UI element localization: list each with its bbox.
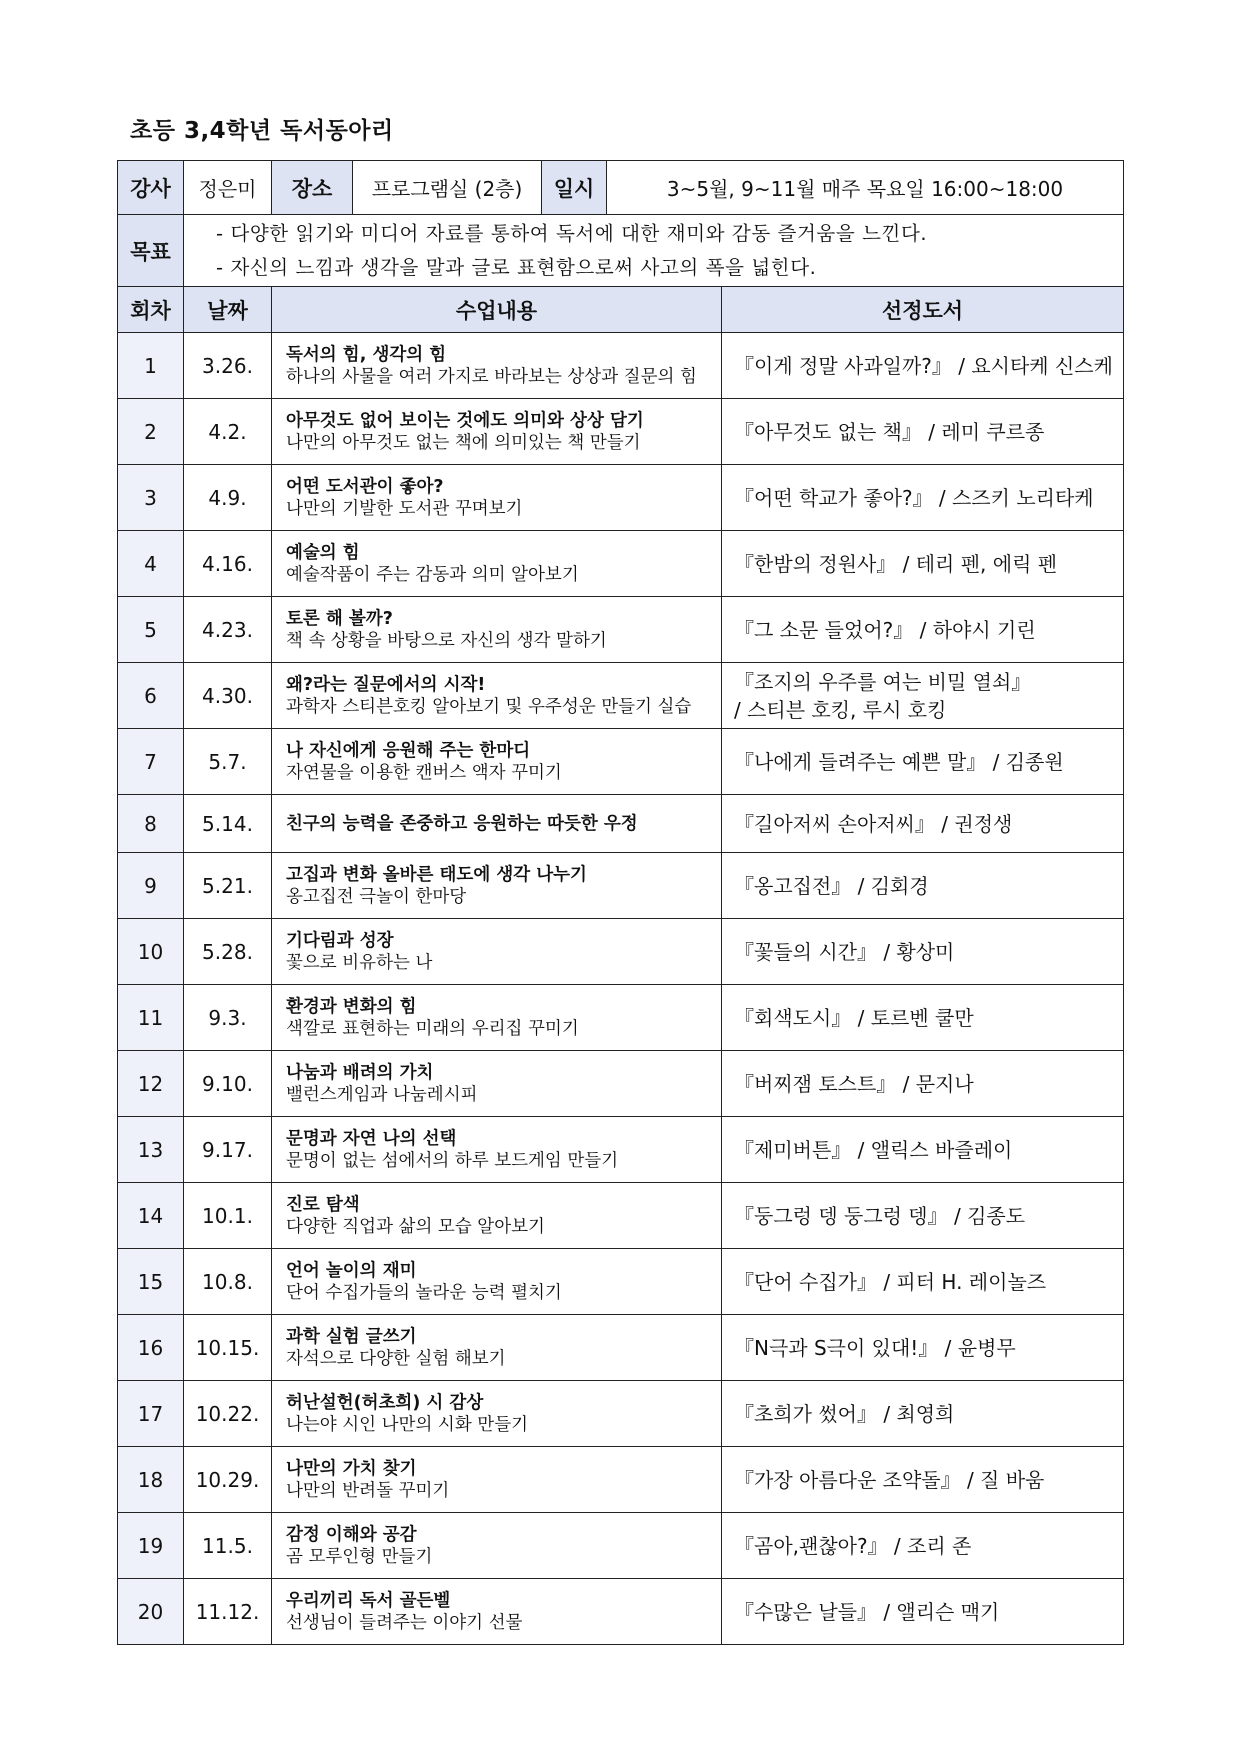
- lesson-activity: 나만의 아무것도 없는 책에 의미있는 책 만들기: [286, 432, 641, 453]
- book-title: 『옹고집전』 / 김회경: [734, 873, 929, 898]
- session-number: 18: [118, 1447, 184, 1513]
- lesson-content: [272, 531, 722, 597]
- table-row: [118, 1447, 1124, 1513]
- lesson-content: [272, 985, 722, 1051]
- selected-book: [722, 333, 1124, 399]
- lesson-title: 감정 이해와 공감: [286, 1524, 417, 1545]
- selected-book: [722, 531, 1124, 597]
- book-title: 『조지의 우주를 여는 비밀 열쇠』: [734, 669, 1032, 694]
- lesson-title: 친구의 능력을 존중하고 응원하는 따듯한 우정: [286, 813, 638, 834]
- session-number: 10: [118, 919, 184, 985]
- place-value: 프로그램실 (2층): [353, 161, 542, 214]
- selected-book: [722, 1051, 1124, 1117]
- lesson-content: [272, 333, 722, 399]
- session-date: 11.12.: [184, 1579, 272, 1645]
- session-date: 10.22.: [184, 1381, 272, 1447]
- session-date: 9.17.: [184, 1117, 272, 1183]
- column-header-session: 회차: [118, 287, 184, 333]
- book-title: 『N극과 S극이 있대!』 / 윤병무: [734, 1335, 1016, 1360]
- lesson-activity: 곰 모루인형 만들기: [286, 1546, 433, 1567]
- lesson-title: 나 자신에게 응원해 주는 한마디: [286, 740, 531, 761]
- selected-book: [722, 795, 1124, 853]
- session-number: 14: [118, 1183, 184, 1249]
- lesson-activity: 예술작품이 주는 감동과 의미 알아보기: [286, 564, 579, 585]
- lesson-title: 어떤 도서관이 좋아?: [286, 476, 444, 497]
- lesson-activity: 나는야 시인 나만의 시화 만들기: [286, 1414, 529, 1435]
- lesson-title: 토론 해 볼까?: [286, 608, 393, 629]
- session-number: 3: [118, 465, 184, 531]
- session-date: 4.9.: [184, 465, 272, 531]
- lesson-title: 왜?라는 질문에서의 시작!: [286, 674, 486, 695]
- book-title: 『나에게 들려주는 예쁜 말』 / 김종원: [734, 749, 1064, 774]
- lesson-title: 예술의 힘: [286, 542, 360, 563]
- schedule-label: 일시: [542, 161, 607, 214]
- info-wide-cell: [272, 161, 1124, 215]
- goal-item: - 자신의 느낌과 생각을 말과 글로 표현함으로써 사고의 폭을 넓힌다.: [216, 251, 1123, 285]
- table-row: [118, 399, 1124, 465]
- lesson-title: 독서의 힘, 생각의 힘: [286, 344, 447, 365]
- session-number: 17: [118, 1381, 184, 1447]
- session-date: 3.26.: [184, 333, 272, 399]
- selected-book: [722, 1183, 1124, 1249]
- table-row: [118, 531, 1124, 597]
- column-header-date: 날짜: [184, 287, 272, 333]
- book-title: 『곰아,괜찮아?』 / 조리 존: [734, 1533, 972, 1558]
- selected-book: [722, 1513, 1124, 1579]
- session-number: 16: [118, 1315, 184, 1381]
- book-title: 『초희가 썼어』 / 최영희: [734, 1401, 955, 1426]
- lesson-activity: 옹고집전 극놀이 한마당: [286, 886, 467, 907]
- lesson-activity: 꽃으로 비유하는 나: [286, 952, 433, 973]
- table-row: [118, 1513, 1124, 1579]
- session-date: 4.2.: [184, 399, 272, 465]
- table-row: [118, 795, 1124, 853]
- session-date: 9.3.: [184, 985, 272, 1051]
- session-date: 10.1.: [184, 1183, 272, 1249]
- lesson-content: [272, 1051, 722, 1117]
- session-number: 15: [118, 1249, 184, 1315]
- book-title: 『그 소문 들었어?』 / 하야시 기린: [734, 617, 1036, 642]
- lesson-activity: 선생님이 들려주는 이야기 선물: [286, 1612, 523, 1633]
- session-date: 9.10.: [184, 1051, 272, 1117]
- session-number: 5: [118, 597, 184, 663]
- lesson-content: [272, 663, 722, 729]
- book-title: 『길아저씨 손아저씨』 / 권정생: [734, 811, 1013, 836]
- lesson-content: [272, 1381, 722, 1447]
- lesson-activity: 하나의 사물을 여러 가지로 바라보는 상상과 질문의 힘: [286, 366, 697, 387]
- session-date: 5.7.: [184, 729, 272, 795]
- session-number: 2: [118, 399, 184, 465]
- selected-book: [722, 919, 1124, 985]
- session-date: 11.5.: [184, 1513, 272, 1579]
- lesson-title: 언어 놀이의 재미: [286, 1260, 417, 1281]
- session-number: 9: [118, 853, 184, 919]
- lesson-activity: 나만의 반려돌 꾸미기: [286, 1480, 450, 1501]
- session-date: 10.15.: [184, 1315, 272, 1381]
- lesson-title: 아무것도 없어 보이는 것에도 의미와 상상 담기: [286, 410, 644, 431]
- lesson-activity: 색깔로 표현하는 미래의 우리집 꾸미기: [286, 1018, 579, 1039]
- selected-book: [722, 729, 1124, 795]
- lesson-activity: 다양한 직업과 삶의 모습 알아보기: [286, 1216, 545, 1237]
- lesson-activity: 나만의 기발한 도서관 꾸며보기: [286, 498, 523, 519]
- lesson-title: 기다림과 성장: [286, 930, 394, 951]
- lesson-content: [272, 597, 722, 663]
- lesson-content: [272, 1249, 722, 1315]
- lesson-title: 문명과 자연 나의 선택: [286, 1128, 457, 1149]
- schedule-table: [117, 160, 1124, 1645]
- table-row: [118, 985, 1124, 1051]
- session-number: 4: [118, 531, 184, 597]
- table-row: [118, 919, 1124, 985]
- instructor-label: 강사: [118, 161, 184, 215]
- column-header-row: [118, 287, 1124, 333]
- session-date: 5.28.: [184, 919, 272, 985]
- session-number: 11: [118, 985, 184, 1051]
- lesson-activity: 문명이 없는 섬에서의 하루 보드게임 만들기: [286, 1150, 619, 1171]
- lesson-title: 환경과 변화의 힘: [286, 996, 417, 1017]
- book-title: 『어떤 학교가 좋아?』 / 스즈키 노리타케: [734, 485, 1094, 510]
- selected-book: [722, 985, 1124, 1051]
- table-row: [118, 1579, 1124, 1645]
- session-number: 19: [118, 1513, 184, 1579]
- book-title: 『둥그렁 뎅 둥그렁 뎅』 / 김종도: [734, 1203, 1026, 1228]
- goal-item: - 다양한 읽기와 미디어 자료를 통하여 독서에 대한 재미와 감동 즐거움을 느낀다.: [216, 217, 1123, 251]
- selected-book: [722, 853, 1124, 919]
- goal-label: 목표: [118, 215, 184, 287]
- session-number: 20: [118, 1579, 184, 1645]
- lesson-title: 나눔과 배려의 가치: [286, 1062, 434, 1083]
- session-number: 1: [118, 333, 184, 399]
- lesson-content: [272, 729, 722, 795]
- book-title: 『회색도시』 / 토르벤 쿨만: [734, 1005, 974, 1030]
- table-row: [118, 333, 1124, 399]
- session-number: 8: [118, 795, 184, 853]
- lesson-content: [272, 795, 722, 853]
- selected-book: [722, 1117, 1124, 1183]
- session-date: 4.16.: [184, 531, 272, 597]
- table-row: [118, 465, 1124, 531]
- selected-book: [722, 663, 1124, 729]
- lesson-title: 허난설헌(허초희) 시 감상: [286, 1392, 484, 1413]
- lesson-title: 고집과 변화 올바른 태도에 생각 나누기: [286, 864, 587, 885]
- lesson-activity: 자연물을 이용한 캔버스 액자 꾸미기: [286, 762, 562, 783]
- session-number: 13: [118, 1117, 184, 1183]
- table-row: [118, 663, 1124, 729]
- lesson-activity: 과학자 스티븐호킹 알아보기 및 우주성운 만들기 실습: [286, 696, 692, 717]
- lesson-title: 진로 탐색: [286, 1194, 360, 1215]
- lesson-content: [272, 1315, 722, 1381]
- lesson-content: [272, 1183, 722, 1249]
- goal-row: [118, 215, 1124, 287]
- session-number: 12: [118, 1051, 184, 1117]
- lesson-title: 우리끼리 독서 골든벨: [286, 1590, 451, 1611]
- book-title: 『수많은 날들』 / 앨리슨 맥기: [734, 1599, 1000, 1624]
- lesson-content: [272, 919, 722, 985]
- lesson-title: 과학 실험 글쓰기: [286, 1326, 417, 1347]
- book-title: 『단어 수집가』 / 피터 H. 레이놀즈: [734, 1269, 1047, 1294]
- session-date: 4.23.: [184, 597, 272, 663]
- lesson-activity: 밸런스게임과 나눔레시피: [286, 1084, 478, 1105]
- selected-book: [722, 399, 1124, 465]
- lesson-content: [272, 1447, 722, 1513]
- instructor-value: 정은미: [184, 161, 272, 215]
- book-title: 『가장 아름다운 조약돌』 / 질 바움: [734, 1467, 1045, 1492]
- selected-book: [722, 1381, 1124, 1447]
- schedule-value: 3~5월, 9~11월 매주 목요일 16:00~18:00: [666, 177, 1064, 201]
- table-row: [118, 597, 1124, 663]
- goal-list: [184, 215, 1124, 287]
- lesson-activity: 단어 수집가들의 놀라운 능력 펼치기: [286, 1282, 562, 1303]
- book-title: 『한밤의 정원사』 / 테리 펜, 에릭 펜: [734, 551, 1058, 576]
- session-date: 5.14.: [184, 795, 272, 853]
- table-row: [118, 1315, 1124, 1381]
- table-row: [118, 1381, 1124, 1447]
- book-title: 『제미버튼』 / 앨릭스 바즐레이: [734, 1137, 1013, 1162]
- session-number: 7: [118, 729, 184, 795]
- column-header-content: 수업내용: [272, 287, 722, 333]
- session-number: 6: [118, 663, 184, 729]
- lesson-activity: 자석으로 다양한 실험 해보기: [286, 1348, 506, 1369]
- lesson-content: [272, 1579, 722, 1645]
- selected-book: [722, 1249, 1124, 1315]
- book-title: 『이게 정말 사과일까?』 / 요시타케 신스케: [734, 353, 1113, 378]
- book-title: 『버찌잼 토스트』 / 문지나: [734, 1071, 974, 1096]
- session-date: 5.21.: [184, 853, 272, 919]
- session-date: 10.8.: [184, 1249, 272, 1315]
- selected-book: [722, 1447, 1124, 1513]
- lesson-content: [272, 1117, 722, 1183]
- book-title: 『아무것도 없는 책』 / 레미 쿠르종: [734, 419, 1045, 444]
- table-row: [118, 729, 1124, 795]
- book-author: / 스티븐 호킹, 루시 호킹: [734, 697, 947, 722]
- place-label: 장소: [272, 161, 353, 214]
- page-title: 초등 3,4학년 독서동아리: [130, 118, 394, 144]
- table-row: [118, 853, 1124, 919]
- selected-book: [722, 1315, 1124, 1381]
- selected-book: [722, 465, 1124, 531]
- table-row: [118, 1051, 1124, 1117]
- lesson-content: [272, 853, 722, 919]
- info-row: [118, 161, 1124, 215]
- table-row: [118, 1117, 1124, 1183]
- session-date: 4.30.: [184, 663, 272, 729]
- lesson-title: 나만의 가치 찾기: [286, 1458, 417, 1479]
- selected-book: [722, 1579, 1124, 1645]
- lesson-content: [272, 1513, 722, 1579]
- session-date: 10.29.: [184, 1447, 272, 1513]
- lesson-content: [272, 465, 722, 531]
- lesson-content: [272, 399, 722, 465]
- table-row: [118, 1249, 1124, 1315]
- table-row: [118, 1183, 1124, 1249]
- book-title: 『꽃들의 시간』 / 황상미: [734, 939, 955, 964]
- column-header-book: 선정도서: [722, 287, 1124, 333]
- selected-book: [722, 597, 1124, 663]
- lesson-activity: 책 속 상황을 바탕으로 자신의 생각 말하기: [286, 630, 607, 651]
